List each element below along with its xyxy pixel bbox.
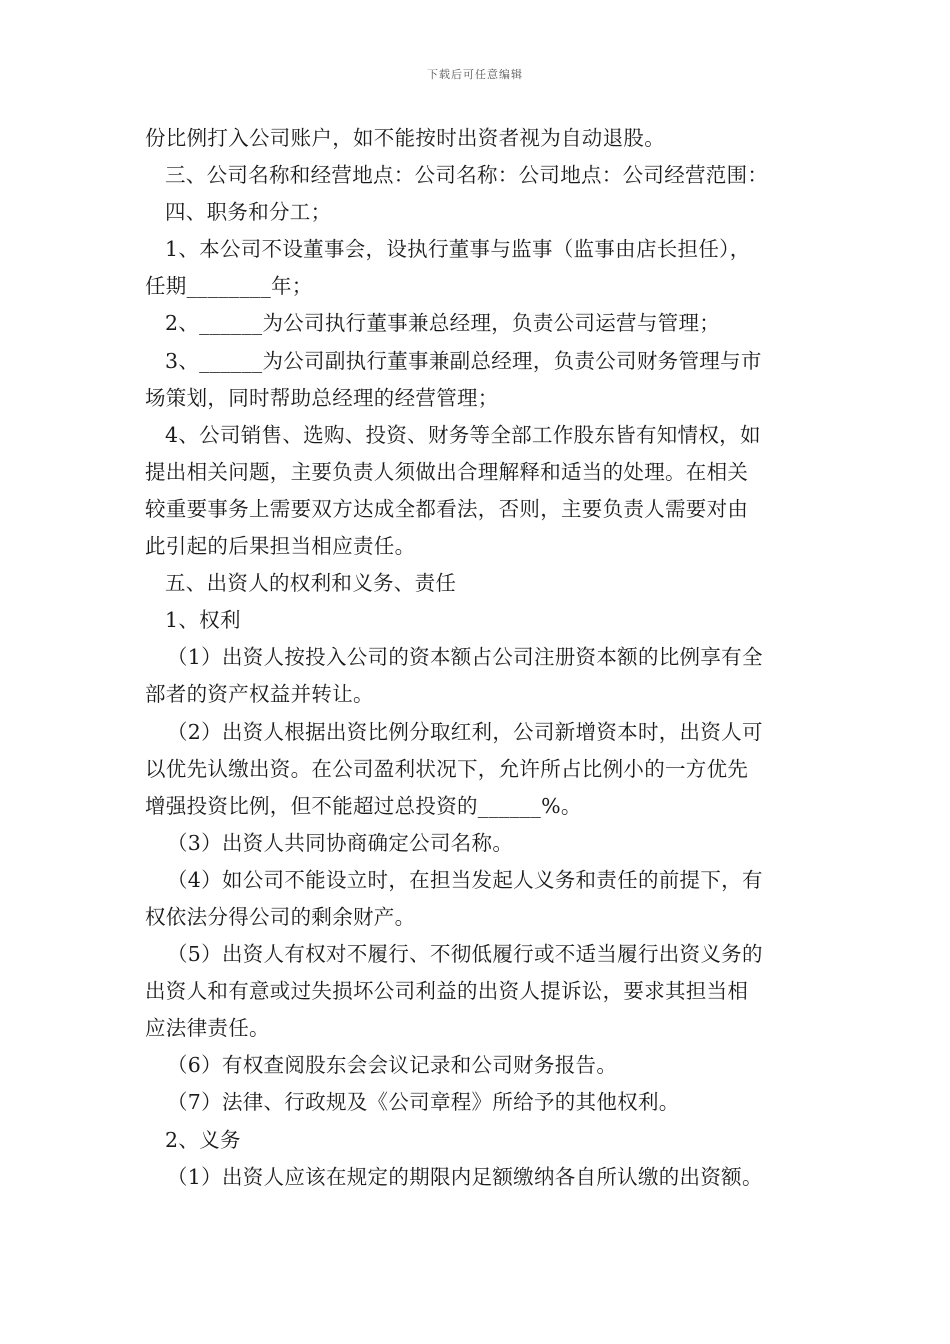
paragraph-line: 份比例打入公司账户，如不能按时出资者视为自动退股。 — [145, 126, 665, 150]
paragraph-line: 增强投资比例，但不能超过总投资的______%。 — [145, 793, 582, 818]
paragraph-line: 应法律责任。 — [145, 1016, 270, 1041]
paragraph-line: 此引起的后果担当相应责任。 — [145, 534, 416, 559]
paragraph-line: 场策划，同时帮助总经理的经营管理； — [145, 385, 499, 410]
paragraph-line: （1）出资人按投入公司的资本额占公司注册资本额的比例享有全 — [167, 645, 763, 670]
paragraph-line: 任期________年； — [145, 274, 313, 299]
subsection-heading-duties: 2、义务 — [165, 1127, 241, 1152]
page-header-note: 下载后可任意编辑 — [427, 68, 523, 81]
paragraph-line: 权依法分得公司的剩余财产。 — [145, 904, 416, 929]
paragraph-line: （1）出资人应该在规定的期限内足额缴纳各自所认缴的出资额。 — [167, 1164, 763, 1189]
paragraph-line: （6）有权查阅股东会会议记录和公司财务报告。 — [167, 1053, 618, 1078]
paragraph-line: 提出相关问题，主要负责人须做出合理解释和适当的处理。在相关 — [145, 459, 749, 484]
subsection-heading-rights: 1、权利 — [165, 608, 241, 633]
paragraph-line: （4）如公司不能设立时，在担当发起人义务和责任的前提下，有 — [167, 867, 763, 892]
section-heading-5: 五、出资人的权利和义务、责任 — [165, 571, 457, 596]
paragraph-line: 1、本公司不设董事会，设执行董事与监事（监事由店长担任）， — [165, 237, 751, 262]
paragraph-line: 部者的资产权益并转让。 — [145, 682, 374, 707]
document-body — [145, 120, 810, 1196]
paragraph-line: 2、______为公司执行董事兼总经理，负责公司运营与管理； — [165, 311, 721, 336]
paragraph-line: 以优先认缴出资。在公司盈利状况下，允许所占比例小的一方优先 — [145, 756, 749, 781]
paragraph-line: （3）出资人共同协商确定公司名称。 — [167, 830, 514, 855]
paragraph-line: 3、______为公司副执行董事兼副总经理，负责公司财务管理与市 — [165, 348, 762, 373]
paragraph-line: （7）法律、行政规及《公司章程》所给予的其他权利。 — [167, 1090, 680, 1115]
paragraph-line: 较重要事务上需要双方达成全都看法，否则，主要负责人需要对由 — [145, 496, 749, 521]
paragraph-line: 出资人和有意或过失损坏公司利益的出资人提诉讼，要求其担当相 — [145, 979, 749, 1004]
paragraph-line: （5）出资人有权对不履行、不彻低履行或不适当履行出资义务的 — [167, 942, 763, 967]
section-heading-4: 四、职务和分工； — [165, 200, 332, 225]
paragraph-line: （2）出资人根据出资比例分取红利，公司新增资本时，出资人可 — [167, 719, 763, 744]
paragraph-line: 4、公司销售、选购、投资、财务等全部工作股东皆有知情权，如 — [165, 422, 761, 447]
section-heading-3: 三、公司名称和经营地点：公司名称：公司地点：公司经营范围： — [165, 163, 769, 188]
